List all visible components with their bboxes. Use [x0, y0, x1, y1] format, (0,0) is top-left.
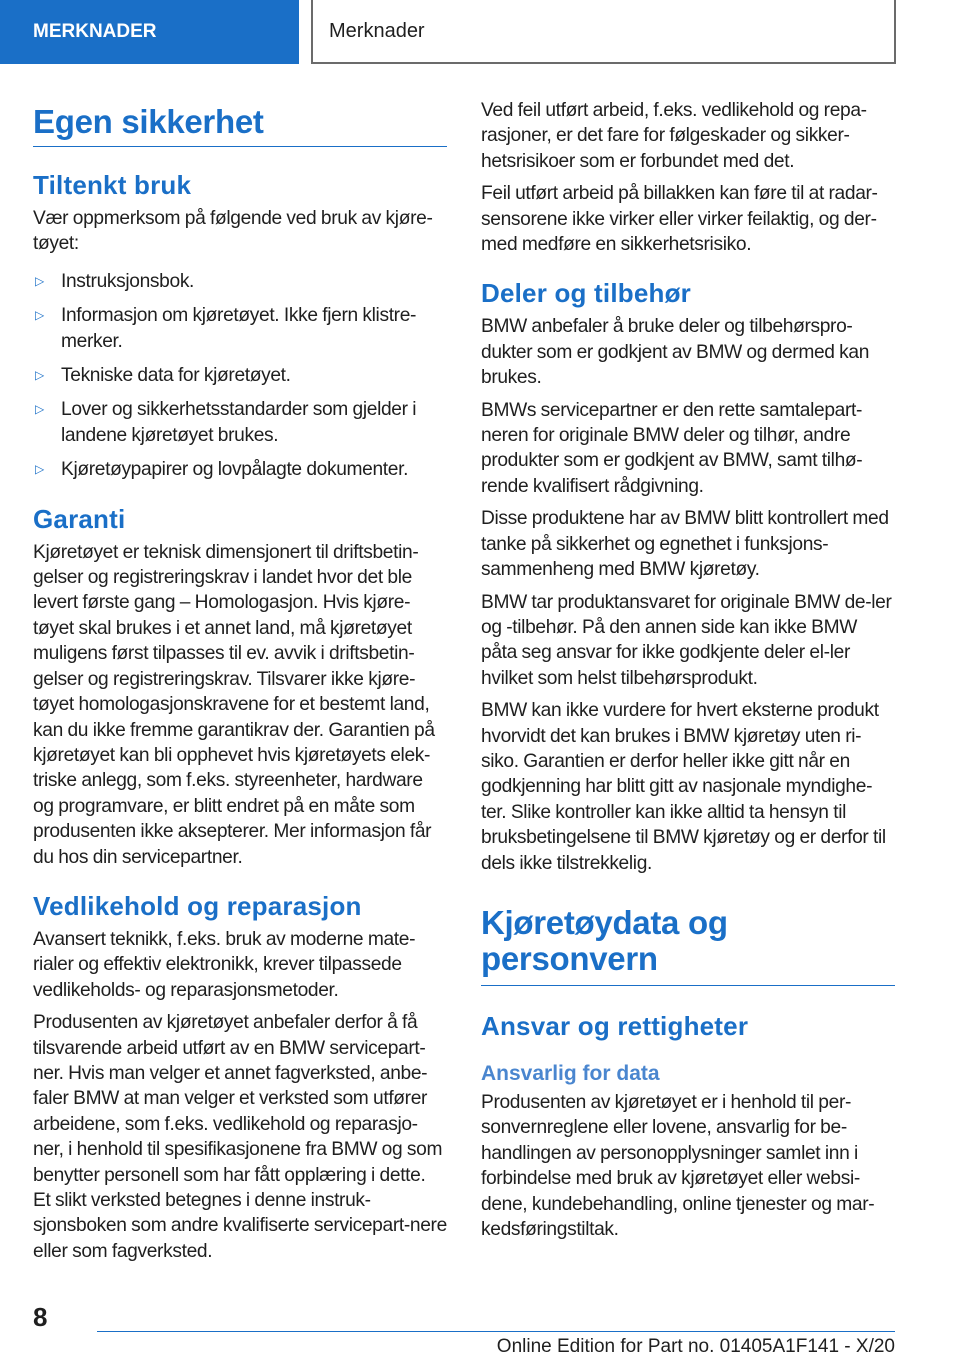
- section-heading-data-privacy: Kjøretøydata og personvern: [481, 903, 728, 977]
- list-item: ▷ Informasjon om kjøretøyet. Ikke fjern klistre-merker.: [35, 305, 417, 352]
- intended-use-list: [33, 269, 447, 483]
- heading-warranty: Garanti: [33, 503, 126, 534]
- list-item: ▷ Instruksjonsbok.: [33, 269, 447, 294]
- maintenance-text-1: Avansert teknikk, f.eks. bruk av moderne mate-rialer og effektiv elektronikk, krever tilpassede vedlikeholds- og reparasjonsmetoder.: [33, 928, 416, 1001]
- heading-parts: Deler og tilbehør: [481, 278, 691, 309]
- maintenance-text-2: Produsenten av kjøretøyet anbefaler derfor å få tilsvarende arbeid utført av en BMW servicepart-ner. Hvis man velger et annet fagverksted, anbe-faler BMW at man velger et verksted som utfører arbeidene, som f.eks. vedlikehold og reparasjo-ner, i henhold til spesifikasjonene fra BMW og som benytter personell som har fått opplæring i dette. Et slikt verksted betegnes i denne instruk-sjonsboken som andre kvalifiserte servicepart-nere eller som fagverksted.: [33, 1012, 447, 1262]
- heading-data-controller: Ansvarlig for data: [481, 1061, 660, 1085]
- section-heading: Egen sikkerhet: [33, 103, 264, 140]
- warranty-text: Kjøretøyet er teknisk dimensjonert til driftsbetin-gelser og registreringskrav i landet hvor det ble levert første gang – Homologasjon. Hvis kjøre-tøyet skal brukes i et annet land, må kjøretøyet muligens først tilpasses til ev. avvik i driftsbetin-gelser og registreringskrav. Tilsvarer ikke kjøre-tøyet homologasjonskravene for et bestemt land, kan du ikke fremme garantikrav der. Garantien på kjøretøyet kan bli opphevet hvis kjøretøyets elek-triske anlegg, som f.eks. styreenheter, hardware og programvare, er blitt endret på en måte som produsenten ikke aksepterer. Mer informasjon får du hos din servicepartner.: [33, 541, 435, 868]
- heading-rule: [481, 985, 895, 986]
- repair-risk-text: Ved feil utført arbeid, f.eks. vedlikehold og repa-rasjoner, er det fare for følgeskader og sikker-hetsrisikoer som er forbundet med det.: [481, 100, 867, 172]
- paint-risk-text: Feil utført arbeid på billakken kan føre til at radar-sensorene ikke virker eller virker feilaktig, og der-med medføre en sikkerhetsrisiko.: [481, 183, 878, 256]
- left-column: [33, 100, 447, 1264]
- list-item: ▷ Kjøretøypapirer og lovpålagte dokumenter.: [33, 457, 447, 482]
- chapter-title: Merknader: [311, 0, 896, 64]
- parts-text-3: Disse produktene har av BMW blitt kontrollert med tanke på sikkerhet og egnethet i funksjons-sammenheng med BMW kjøretøy.: [481, 508, 889, 581]
- heading-responsibility: Ansvar og rettigheter: [481, 1010, 749, 1041]
- triangle-bullet-icon: ▷: [35, 402, 44, 417]
- footer-edition: Online Edition for Part no. 01405A1F141 - X/20: [496, 1336, 895, 1357]
- data-controller-text: Produsenten av kjøretøyet er i henhold til per-sonvernreglene eller lovene, ansvarlig for be-handlingen av personopplysninger samlet inn i forbindelse med bruk av kjøretøyet eller websi-dene, kundebehandling, online tjenester og mar-kedsføringstiltak.: [481, 1091, 875, 1240]
- triangle-bullet-icon: ▷: [35, 308, 44, 323]
- page-number: 8: [33, 1302, 48, 1332]
- intended-use-intro: Vær oppmerksom på følgende ved bruk av kjøre-tøyet:: [33, 208, 433, 255]
- heading-maintenance: Vedlikehold og reparasjon: [33, 890, 362, 921]
- footer-rule: [97, 1331, 895, 1332]
- parts-text-2: BMWs servicepartner er den rette samtalepart-neren for originale BMW deler og tilhør, andre produkter som er godkjent av BMW, samt tilhø-rende kvalifisert rådgivning.: [481, 399, 863, 497]
- parts-text-5: BMW kan ikke vurdere for hvert eksterne produkt hvorvidt det kan brukes i BMW kjøretøy uten ri-siko. Garantien er derfor heller ikke gitt når en godkjenning har blitt gitt av nasjonale myndighe-ter. Slike kontroller kan ikke alltid ta hensyn til bruksbetingelsene til BMW kjøretøy og er derfor til dels ikke tilstrekkelig.: [481, 700, 886, 874]
- list-item: ▷ Tekniske data for kjøretøyet.: [33, 363, 447, 388]
- triangle-bullet-icon: ▷: [35, 368, 44, 383]
- parts-text-4: BMW tar produktansvaret for originale BMW de-ler og -tilbehør. På den annen side kan ikke BMW påta seg ansvar for ikke godkjente deler el-ler hvilket som helst tilbehørsprodukt.: [481, 591, 892, 689]
- heading-rule: [33, 146, 447, 147]
- list-item: ▷ Lover og sikkerhetsstandarder som gjelder i landene kjøretøyet brukes.: [35, 399, 417, 446]
- right-column: [481, 98, 895, 1242]
- triangle-bullet-icon: ▷: [35, 462, 44, 477]
- heading-intended-use: Tiltenkt bruk: [33, 170, 192, 200]
- section-tab: MERKNADER: [0, 0, 299, 64]
- triangle-bullet-icon: ▷: [35, 273, 44, 288]
- parts-text-1: BMW anbefaler å bruke deler og tilbehørspro-dukter som er godkjent av BMW og dermed kan brukes.: [481, 316, 870, 389]
